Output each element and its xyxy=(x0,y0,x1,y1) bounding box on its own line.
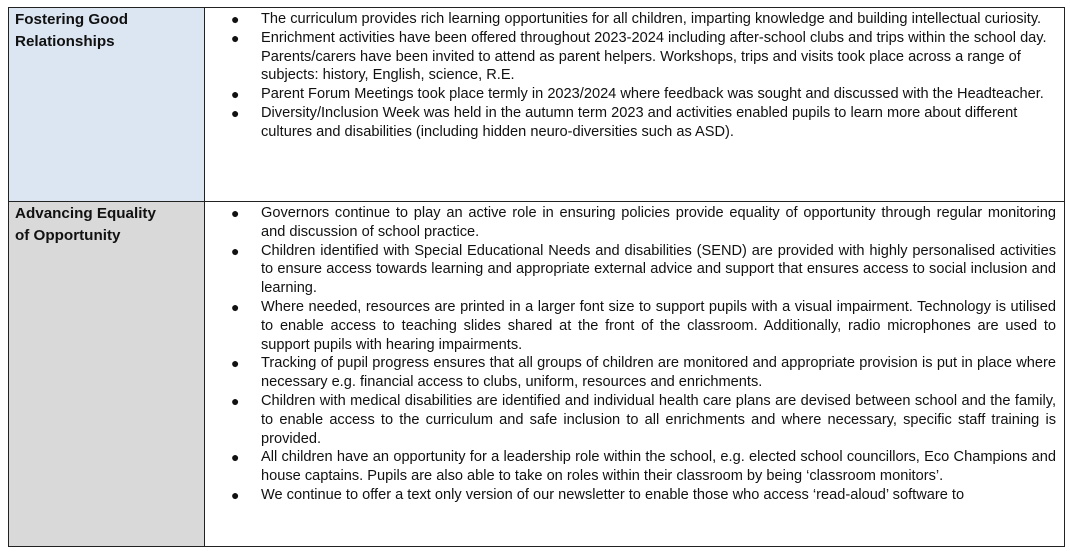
bullet-point-icon: ● xyxy=(231,104,240,121)
equality-table xyxy=(8,7,1065,547)
row-heading-cell xyxy=(9,202,205,547)
table-row-fostering-good-relationships xyxy=(9,8,1065,202)
row-content-cell xyxy=(205,8,1065,202)
bullet-text: Governors continue to play an active role in ensuring policies provide equality of opportunity through regular monitoring and discussion of school practice. xyxy=(261,205,1056,240)
bullet-text: Diversity/Inclusion Week was held in the autumn term 2023 and activities enabled pupils to learn more about different cultures and disabilities (including hidden neuro-diversities such as ASD). xyxy=(261,104,1018,140)
bullet-item xyxy=(213,298,1056,354)
bullet-item xyxy=(213,10,1056,29)
bullet-point-icon: ● xyxy=(231,11,240,27)
bullet-text: Children identified with Special Educational Needs and disabilities (SEND) are provided with highly personalised activities to ensure access towards learning and appropriate external advice and support that ensures access to social inclusion and learning. xyxy=(261,242,1056,297)
bullet-text: Enrichment activities have been offered throughout 2023-2024 including after-school clubs and trips within the school day. Parents/carers have been invited to attend as parent helpers. Workshops, trips and visits took place across a range of subjects: history, English, science, R.E. xyxy=(261,29,1047,84)
bullet-point-icon: ● xyxy=(231,86,240,103)
bullet-point-icon: ● xyxy=(231,355,240,372)
row-content-cell xyxy=(205,202,1065,547)
bullet-text: Where needed, resources are printed in a larger font size to support pupils with a visual impairment. Technology is utilised to enable access to teaching slides shared at the front of the classroom. Additionally, radio microphones are used to support pupils with hearing impairments. xyxy=(261,298,1056,353)
bullet-item xyxy=(213,85,1056,104)
row-heading-line: of Opportunity xyxy=(15,227,121,244)
bullet-text: Children with medical disabilities are identified and individual health care plans are devised between school and the family, to enable access to the curriculum and safe inclusion to all enrichments and where necessary, specific staff training is provided. xyxy=(261,392,1056,447)
bullet-item xyxy=(213,392,1056,448)
bullet-item xyxy=(213,448,1056,486)
bullet-point-icon: ● xyxy=(231,242,240,259)
bullet-text: Tracking of pupil progress ensures that all groups of children are monitored and appropriate provision is put in place where necessary e.g. financial access to clubs, uniform, resources and enrichments. xyxy=(261,355,1056,391)
bullet-point-icon: ● xyxy=(231,205,240,221)
row-heading-line: Advancing Equality xyxy=(15,205,156,222)
bullet-point-icon: ● xyxy=(231,449,240,466)
bullet-item xyxy=(213,204,1056,242)
bullet-item xyxy=(213,354,1056,392)
bullet-point-icon: ● xyxy=(231,392,240,409)
bullet-text: We continue to offer a text only version of our newsletter to enable those who access ‘read-aloud’ software to xyxy=(261,486,965,503)
bullet-item xyxy=(213,486,1056,505)
bullet-item xyxy=(213,104,1056,142)
bullet-text: Parent Forum Meetings took place termly in 2023/2024 where feedback was sought and discussed with the Headteacher. xyxy=(261,86,1044,103)
bullet-list xyxy=(213,10,1056,142)
row-heading-line: Relationships xyxy=(15,33,115,50)
bullet-list xyxy=(213,204,1056,505)
bullet-point-icon: ● xyxy=(231,486,240,503)
row-heading-line: Fostering Good xyxy=(15,11,129,28)
bullet-text: All children have an opportunity for a leadership role within the school, e.g. elected school councillors, Eco Champions and house captains. Pupils are also able to take on roles within their classroom by being ‘classroom monitors’. xyxy=(261,449,1056,485)
bullet-point-icon: ● xyxy=(231,298,240,315)
bullet-item xyxy=(213,242,1056,298)
row-heading-cell xyxy=(9,8,205,202)
table-row-advancing-equality xyxy=(9,202,1065,547)
bullet-point-icon: ● xyxy=(231,29,240,46)
bullet-item xyxy=(213,29,1056,85)
bullet-text: The curriculum provides rich learning opportunities for all children, imparting knowledge and building intellectual curiosity. xyxy=(261,11,1042,27)
